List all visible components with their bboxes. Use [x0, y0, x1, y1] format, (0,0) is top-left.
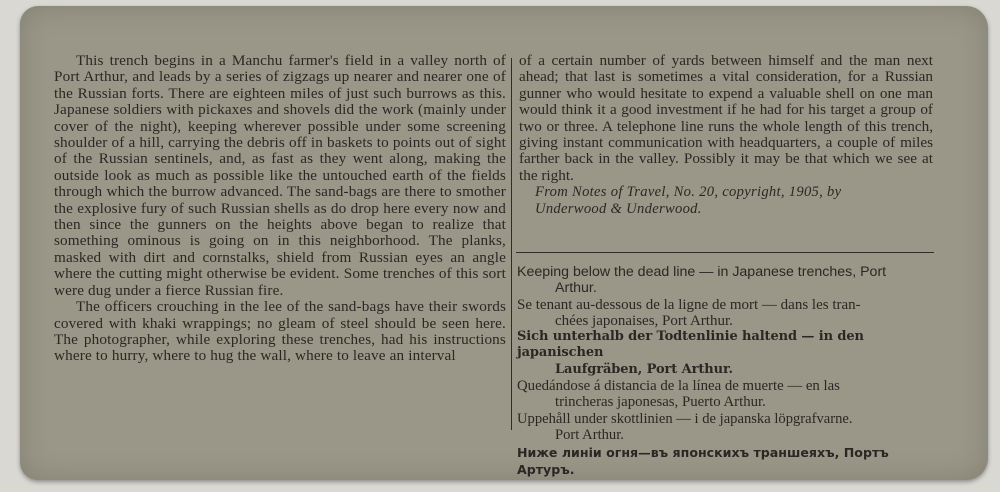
- publisher-name: Underwood & Underwood.: [535, 201, 702, 218]
- description-paragraph-2: The officers crouching in the lee of the sand-bags have their swords covered with khaki wrappings; no gleam of steel should be seen here. The photographer, while exploring these trenches, had his instructions where to hurry, where to hug the wall, where to leave an interval: [54, 298, 506, 365]
- copyright-line: [519, 184, 933, 218]
- caption-russian: Ниже линiи огня—въ японскихъ траншеяхъ, Портъ Артуръ.: [517, 445, 889, 477]
- caption-spanish-line-2: trincheras japonesas, Puerto Arthur.: [555, 394, 766, 411]
- caption-english-line-1: Keeping below the dead line — in Japanese trenches, Port: [517, 264, 887, 280]
- copyright-text: From Notes of Travel, No. 20, copyright, 1905, by: [535, 184, 842, 201]
- multilingual-captions: [517, 264, 937, 478]
- description-continuation: of a certain number of yards between himself and the man next ahead; that last is sometimes a vital consideration, for a Russian gunner who would hesitate to expend a valuable shell on one man would think it a good investment if he had for his target a group of two or three. A telephone line runs the whole length of this trench, giving instant communication with headquarters, a couple of miles farther back in the valley. Possibly it may be that which we see at the right.: [519, 52, 933, 184]
- caption-english: [517, 264, 937, 297]
- caption-swedish-line-2: Port Arthur.: [555, 426, 624, 443]
- description-right-column: [519, 53, 933, 218]
- caption-french: [517, 297, 937, 330]
- caption-spanish: [517, 378, 937, 411]
- caption-german-line-1: Sich unterhalb der Todtenlinie haltend — in den japanischen: [517, 329, 864, 361]
- caption-french-line-2: chées japonaises, Port Arthur.: [555, 312, 733, 329]
- column-divider: [511, 58, 512, 430]
- description-left-column: [54, 53, 506, 365]
- description-paragraph-1: This trench begins in a Manchu farmer's field in a valley north of Port Arthur, and leads by a series of zigzags up nearer and nearer one of the Russian forts. There are eighteen miles of just such burrows as this. Japanese soldiers with pickaxes and shovels did the work (mainly under cover of the night), keeping wherever possible under some screening shoulder of a hill, carrying the debris off in baskets to points out of sight of the Russian sentinels, and, as fast as they went along, making the outside look as much as possible like the untouched earth of the fields through which the burrow advanced. The sand-bags are there to smother the explosive fury of such Russian shells as do drop here every now and then since the gunners on the heights above began to realize that something ominous is going on in this neighborhood. The planks, masked with dirt and cornstalks, shield from Russian eyes an angle where the cutting might otherwise be evident. Some trenches of this sort were dug under a fierce Russian fire.: [54, 52, 506, 299]
- caption-divider: [516, 252, 934, 253]
- caption-english-line-2: Arthur.: [555, 280, 597, 297]
- caption-swedish: [517, 411, 937, 444]
- caption-spanish-line-1: Quedándose á distancia de la línea de muerte — en las: [517, 378, 840, 395]
- caption-german: [517, 329, 937, 378]
- caption-swedish-line-1: Uppehåll under skottlinien — i de japanska löpgrafvarne.: [517, 410, 853, 427]
- caption-german-line-2: Laufgräben, Port Arthur.: [555, 361, 733, 377]
- caption-french-line-1: Se tenant au-dessous de la ligne de mort — dans les tran-: [517, 296, 861, 313]
